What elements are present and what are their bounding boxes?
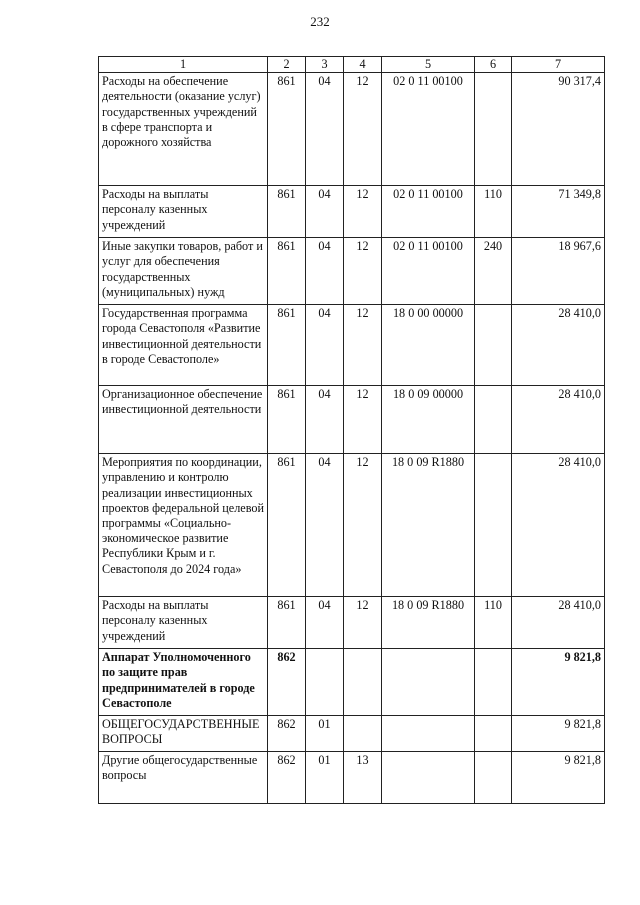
cell-col-3: 04	[306, 73, 344, 186]
cell-col-3: 04	[306, 386, 344, 454]
header-col-6: 6	[475, 57, 512, 73]
cell-col-6: 110	[475, 186, 512, 238]
cell-col-3: 04	[306, 238, 344, 305]
row-name: Расходы на выплаты персоналу казенных учреждений	[99, 186, 268, 238]
table-row	[99, 752, 605, 804]
cell-col-7: 90 317,4	[512, 73, 605, 186]
cell-col-2: 861	[268, 597, 306, 649]
cell-col-5: 18 0 00 00000	[382, 305, 475, 386]
header-col-1: 1	[99, 57, 268, 73]
cell-col-6	[475, 454, 512, 597]
cell-col-4: 13	[344, 752, 382, 804]
header-col-3: 3	[306, 57, 344, 73]
table-row	[99, 454, 605, 597]
cell-col-3: 04	[306, 454, 344, 597]
cell-col-2: 861	[268, 238, 306, 305]
cell-col-7: 9 821,8	[512, 716, 605, 752]
cell-col-6	[475, 305, 512, 386]
cell-col-3: 01	[306, 752, 344, 804]
cell-col-5	[382, 649, 475, 716]
header-col-7: 7	[512, 57, 605, 73]
cell-col-6: 240	[475, 238, 512, 305]
row-name: Организационное обеспечение инвестиционной деятельности	[99, 386, 268, 454]
cell-col-4: 12	[344, 597, 382, 649]
cell-col-3: 04	[306, 305, 344, 386]
cell-col-5: 02 0 11 00100	[382, 73, 475, 186]
row-name: Расходы на выплаты персоналу казенных учреждений	[99, 597, 268, 649]
cell-col-5	[382, 752, 475, 804]
row-name: ОБЩЕГОСУДАРСТВЕННЫЕ ВОПРОСЫ	[99, 716, 268, 752]
cell-col-7: 9 821,8	[512, 752, 605, 804]
cell-col-4: 12	[344, 454, 382, 597]
cell-col-2: 862	[268, 752, 306, 804]
table-row	[99, 186, 605, 238]
cell-col-4	[344, 649, 382, 716]
cell-col-3: 04	[306, 186, 344, 238]
cell-col-7: 18 967,6	[512, 238, 605, 305]
cell-col-7: 9 821,8	[512, 649, 605, 716]
cell-col-2: 861	[268, 386, 306, 454]
cell-col-5	[382, 716, 475, 752]
table-row	[99, 305, 605, 386]
cell-col-7: 28 410,0	[512, 454, 605, 597]
cell-col-4: 12	[344, 73, 382, 186]
cell-col-5: 18 0 09 R1880	[382, 454, 475, 597]
cell-col-7: 28 410,0	[512, 597, 605, 649]
cell-col-6	[475, 649, 512, 716]
table-row	[99, 597, 605, 649]
cell-col-3: 04	[306, 597, 344, 649]
cell-col-4: 12	[344, 238, 382, 305]
table-header-row	[99, 57, 605, 73]
cell-col-5: 18 0 09 00000	[382, 386, 475, 454]
page-number: 232	[310, 14, 330, 29]
row-name: Аппарат Уполномоченного по защите прав предпринимателей в городе Севастополе	[99, 649, 268, 716]
cell-col-2: 862	[268, 649, 306, 716]
cell-col-2: 861	[268, 186, 306, 238]
cell-col-2: 861	[268, 454, 306, 597]
cell-col-5: 18 0 09 R1880	[382, 597, 475, 649]
cell-col-5: 02 0 11 00100	[382, 238, 475, 305]
row-name: Другие общегосударственные вопросы	[99, 752, 268, 804]
cell-col-4: 12	[344, 186, 382, 238]
cell-col-5: 02 0 11 00100	[382, 186, 475, 238]
cell-col-4	[344, 716, 382, 752]
header-col-2: 2	[268, 57, 306, 73]
cell-col-7: 28 410,0	[512, 305, 605, 386]
budget-table	[98, 56, 605, 804]
table-row	[99, 386, 605, 454]
cell-col-4: 12	[344, 386, 382, 454]
cell-col-6	[475, 386, 512, 454]
cell-col-2: 862	[268, 716, 306, 752]
cell-col-4: 12	[344, 305, 382, 386]
row-name: Иные закупки товаров, работ и услуг для обеспечения государственных (муниципальных) нужд	[99, 238, 268, 305]
cell-col-6: 110	[475, 597, 512, 649]
table-row	[99, 238, 605, 305]
cell-col-2: 861	[268, 73, 306, 186]
row-name: Государственная программа города Севастополя «Развитие инвестиционной деятельности в городе Севастополе»	[99, 305, 268, 386]
header-col-5: 5	[382, 57, 475, 73]
table-row	[99, 716, 605, 752]
cell-col-6	[475, 716, 512, 752]
cell-col-7: 28 410,0	[512, 386, 605, 454]
table-row	[99, 649, 605, 716]
row-name: Расходы на обеспечение деятельности (оказание услуг) государственных учреждений в сфере транспорта и дорожного хозяйства	[99, 73, 268, 186]
cell-col-3	[306, 649, 344, 716]
cell-col-3: 01	[306, 716, 344, 752]
cell-col-2: 861	[268, 305, 306, 386]
table-row	[99, 73, 605, 186]
header-col-4: 4	[344, 57, 382, 73]
cell-col-6	[475, 73, 512, 186]
row-name: Мероприятия по координации, управлению и контролю реализации инвестиционных проектов федеральной целевой программы «Социально-экономическое развитие Республики Крым и г. Севастополя до 2024 года»	[99, 454, 268, 597]
cell-col-7: 71 349,8	[512, 186, 605, 238]
cell-col-6	[475, 752, 512, 804]
